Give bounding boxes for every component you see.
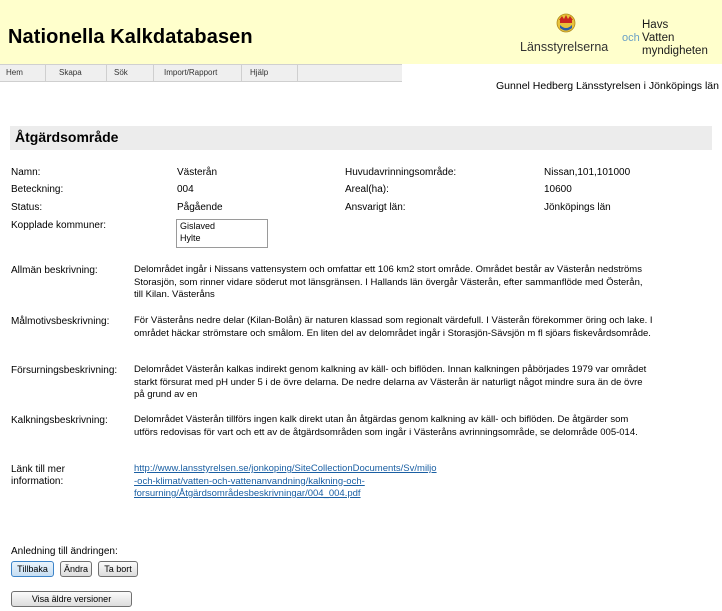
namn-value: Västerån — [177, 167, 218, 178]
status-value: Pågående — [177, 202, 223, 213]
lank-label-line-2: information: — [11, 476, 64, 487]
malmotivsbeskrivning-text: För Västeråns nedre delar (Kilan-Bolån) är naturen klassad som regionalt värdefull. I Västerån förekommer öring och lake. I området häckar strömstare och smålom. En liten del av delområdet ingår i Storasjön-Sävsjön m fl sjöars fiskevårdsområde. — [134, 315, 653, 339]
andra-button[interactable]: Ändra — [60, 561, 92, 577]
areal-value: 10600 — [544, 184, 572, 195]
header-banner — [0, 0, 722, 64]
allman-beskrivning-label: Allmän beskrivning: — [11, 265, 98, 276]
menu-item-hem[interactable]: Hem — [0, 65, 46, 81]
forsurningsbeskrivning-label: Försurningsbeskrivning: — [11, 365, 118, 376]
main-menu — [0, 64, 402, 82]
malmotivsbeskrivning-label: Målmotivsbeskrivning: — [11, 316, 110, 327]
hav-logo-text — [642, 19, 708, 58]
ta-bort-button[interactable]: Ta bort — [98, 561, 138, 577]
list-item[interactable]: Hylte — [180, 233, 201, 243]
info-link-line-2[interactable]: -och-klimat/vatten-och-vattenanvandning/kalkning-och- — [134, 475, 365, 487]
areal-label: Areal(ha): — [345, 184, 389, 195]
tillbaka-button[interactable]: Tillbaka — [11, 561, 54, 577]
menu-item-sok[interactable]: Sök — [108, 65, 154, 81]
menu-item-skapa[interactable]: Skapa — [53, 65, 107, 81]
beteckning-label: Beteckning: — [11, 184, 64, 195]
namn-label: Namn: — [11, 167, 41, 178]
status-label: Status: — [11, 202, 43, 213]
user-info: Gunnel Hedberg Länsstyrelsen i Jönköpings län — [496, 80, 719, 92]
hav-line-1: Havs — [642, 19, 669, 31]
hav-och-text: och — [622, 32, 640, 44]
lansstyrelserna-text: Länsstyrelserna — [520, 40, 609, 54]
huvudavrinningsomrade-label: Huvudavrinningsområde: — [345, 167, 457, 178]
hav-line-3: myndigheten — [642, 45, 708, 57]
section-title: Åtgärdsområde — [15, 129, 119, 145]
info-link[interactable] — [134, 463, 654, 501]
hav-line-2: Vatten — [642, 32, 675, 44]
section-header — [10, 126, 712, 150]
info-link-line-1[interactable]: http://www.lansstyrelsen.se/jonkoping/SiteCollectionDocuments/Sv/miljo — [134, 463, 437, 474]
lank-label-line-1: Länk till mer — [11, 464, 65, 475]
kalkningsbeskrivning-text: Delområdet Västerån tillförs ingen kalk direkt utan ån åtgärdas genom kalkning av käll- och biflöden. De åtgärder som utförs redovisas för vart och ett av de åtgärdsområden som ingår i Västeråns avrinningsområde, se delområde 005-014. — [134, 414, 638, 438]
huvudavrinningsomrade-value: Nissan,101,101000 — [544, 167, 631, 178]
app-title: Nationella Kalkdatabasen — [8, 26, 253, 48]
info-link-line-3[interactable]: forsurning/Åtgärdsområdesbeskrivningar/004_004.pdf — [134, 488, 361, 499]
menu-item-import-rapport[interactable]: Import/Rapport — [158, 65, 242, 81]
ansvarigt-lan-value: Jönköpings län — [544, 202, 611, 213]
beteckning-value: 004 — [177, 184, 194, 195]
crown-icon — [554, 12, 578, 36]
havs-vattenmyndigheten-logo — [620, 17, 720, 59]
kalkningsbeskrivning-label: Kalkningsbeskrivning: — [11, 415, 108, 426]
ansvarigt-lan-label: Ansvarigt län: — [345, 202, 406, 213]
allman-beskrivning-text: Delområdet ingår i Nissans vattensystem och omfattar ett 106 km2 stort område. Området består av Västerån nedströms Storasjön, som rinner vidare söderut mot länsgränsen. I Hallands län övergår Västerån, efter sammanflöde med Österån, till Kilan. Västeråns — [134, 264, 643, 300]
anledning-label: Anledning till ändringen: — [11, 546, 118, 557]
lansstyrelserna-logo — [518, 12, 618, 58]
list-item[interactable]: Gislaved — [180, 221, 216, 231]
menu-item-hjalp[interactable]: Hjälp — [244, 65, 298, 81]
forsurningsbeskrivning-text: Delområdet Västerån kalkas indirekt genom kalkning av käll- och biflöden. Innan kalkningen påbörjades 1979 var området starkt försurat med pH under 5 i de övre delarna. De nedre delarna av Västerån är naturligt något mindre sura än de övre på grund av en — [134, 364, 647, 400]
kommuner-listbox[interactable] — [176, 219, 268, 248]
kopplade-kommuner-label: Kopplade kommuner: — [11, 220, 107, 231]
visa-aldre-versioner-button[interactable]: Visa äldre versioner — [11, 591, 132, 607]
